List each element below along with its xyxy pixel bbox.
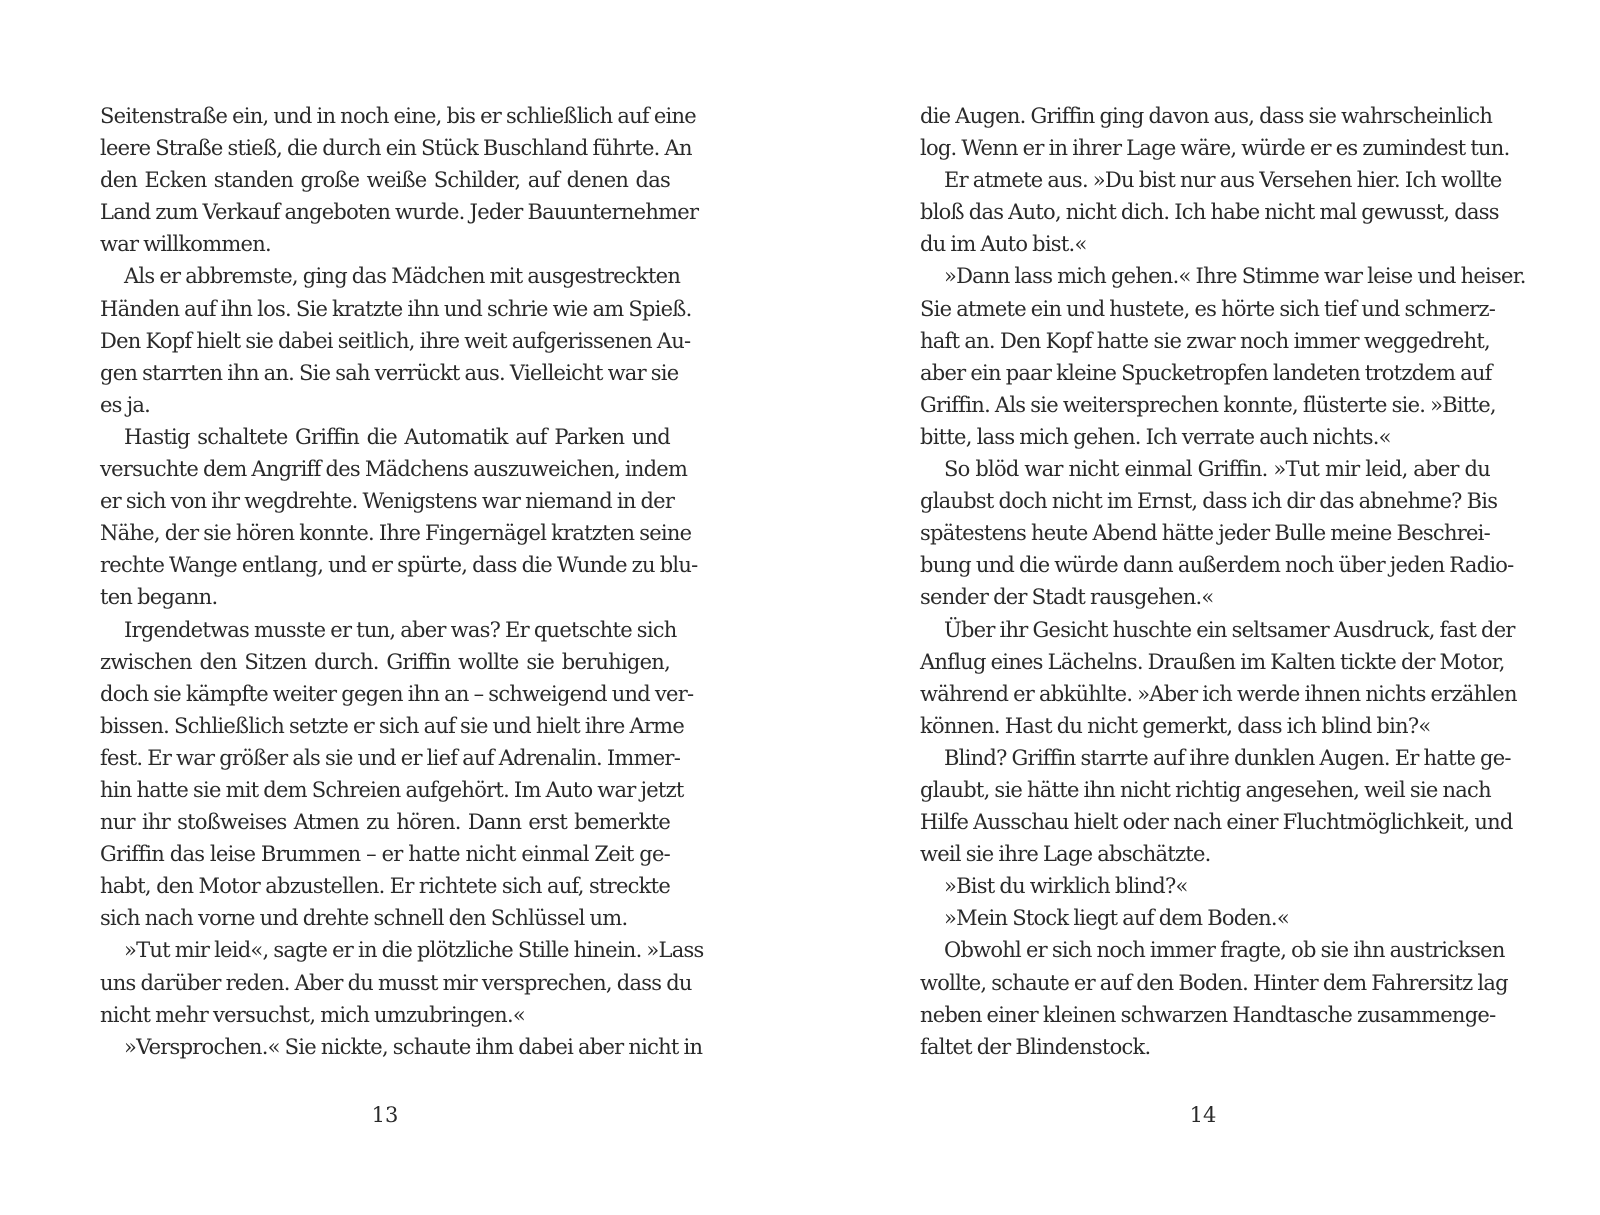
- text-line: Seitenstraße ein, und in noch eine, bis er schließlich auf eine: [100, 104, 696, 128]
- text-line: leere Straße stieß, die durch ein Stück Buschland führte. An: [100, 136, 692, 161]
- text-line: du im Auto bist.«: [920, 232, 1087, 257]
- text-line: Griffin. Als sie weitersprechen konnte, flüsterte sie. »Bitte,: [920, 392, 1496, 417]
- text-line: Über ihr Gesicht huschte ein seltsamer Ausdruck, fast der: [944, 617, 1515, 642]
- text-line: zwischen den Sitzen durch. Griffin wollte sie beruhigen,: [100, 649, 670, 674]
- text-line: hin hatte sie mit dem Schreien aufgehört. Im Auto war jetzt: [100, 777, 684, 802]
- text-line: Er atmete aus. »Du bist nur aus Versehen hier. Ich wollte: [944, 168, 1502, 193]
- text-line: aber ein paar kleine Spucketropfen landeten trotzdem auf: [920, 360, 1492, 385]
- text-line: ten begann.: [100, 585, 218, 610]
- text-line: nicht mehr versuchst, mich umzubringen.«: [100, 1002, 525, 1027]
- text-line: haft an. Den Kopf hatte sie zwar noch immer weggedreht,: [920, 328, 1490, 353]
- left-page-text: [100, 100, 704, 1063]
- text-line: es ja.: [100, 392, 151, 417]
- text-line: Griffin das leise Brummen – er hatte nicht einmal Zeit ge-: [100, 842, 670, 867]
- text-line: können. Hast du nicht gemerkt, dass ich blind bin?«: [920, 713, 1431, 738]
- text-line: So blöd war nicht einmal Griffin. »Tut mir leid, aber du: [944, 457, 1490, 482]
- text-line: doch sie kämpfte weiter gegen ihn an – schweigend und ver-: [100, 681, 694, 706]
- text-line: bung und die würde dann außerdem noch über jeden Radio-: [920, 553, 1514, 578]
- text-line: Obwohl er sich noch immer fragte, ob sie ihn austricksen: [944, 938, 1505, 963]
- text-line: Als er abbremste, ging das Mädchen mit ausgestreckten: [124, 264, 681, 289]
- text-line: Land zum Verkauf angeboten wurde. Jeder Bauunternehmer: [100, 200, 699, 225]
- text-line: sender der Stadt rausgehen.«: [920, 585, 1214, 610]
- text-line: bitte, lass mich gehen. Ich verrate auch nichts.«: [920, 424, 1391, 449]
- text-line: die Augen. Griffin ging davon aus, dass sie wahrscheinlich: [920, 104, 1493, 128]
- text-line: fest. Er war größer als sie und er lief auf Adrenalin. Immer-: [100, 745, 681, 770]
- text-line: sich nach vorne und drehte schnell den Schlüssel um.: [100, 906, 628, 931]
- text-line: Irgendetwas musste er tun, aber was? Er quetschte sich: [124, 617, 677, 642]
- right-page-text: [920, 100, 1526, 1063]
- text-line: Händen auf ihn los. Sie kratzte ihn und schrie wie am Spieß.: [100, 296, 692, 321]
- text-line: spätestens heute Abend hätte jeder Bulle meine Beschrei-: [920, 521, 1490, 546]
- text-line: log. Wenn er in ihrer Lage wäre, würde er es zumindest tun.: [920, 136, 1510, 161]
- text-line: »Bist du wirklich blind?«: [944, 874, 1188, 899]
- text-line: Nähe, der sie hören konnte. Ihre Fingernägel kratzten seine: [100, 521, 692, 546]
- text-line: Anflug eines Lächelns. Draußen im Kalten tickte der Motor,: [920, 649, 1505, 674]
- text-line: Hastig schaltete Griffin die Automatik auf Parken und: [124, 424, 670, 449]
- text-line: rechte Wange entlang, und er spürte, dass die Wunde zu blu-: [100, 553, 698, 578]
- text-line: uns darüber reden. Aber du musst mir versprechen, dass du: [100, 970, 692, 995]
- text-line: »Tut mir leid«, sagte er in die plötzliche Stille hinein. »Lass: [124, 938, 704, 963]
- page-number-left: 13: [371, 1103, 399, 1127]
- text-line: Sie atmete ein und hustete, es hörte sich tief und schmerz-: [920, 296, 1496, 321]
- text-line: war willkommen.: [100, 232, 271, 257]
- text-line: habt, den Motor abzustellen. Er richtete sich auf, streckte: [100, 874, 670, 899]
- text-line: bissen. Schließlich setzte er sich auf sie und hielt ihre Arme: [100, 713, 684, 738]
- text-line: den Ecken standen große weiße Schilder, auf denen das: [100, 168, 670, 193]
- text-line: versuchte dem Angriff des Mädchens auszuweichen, indem: [100, 457, 688, 482]
- text-line: nur ihr stoßweises Atmen zu hören. Dann erst bemerkte: [100, 810, 670, 835]
- text-line: »Dann lass mich gehen.« Ihre Stimme war leise und heiser.: [944, 264, 1526, 289]
- text-line: »Mein Stock liegt auf dem Boden.«: [944, 906, 1289, 931]
- text-line: Blind? Griffin starrte auf ihre dunklen Augen. Er hatte ge-: [944, 745, 1511, 770]
- text-line: Hilfe Ausschau hielt oder nach einer Fluchtmöglichkeit, und: [920, 810, 1513, 835]
- text-line: er sich von ihr wegdrehte. Wenigstens war niemand in der: [100, 489, 675, 514]
- text-line: glaubt, sie hätte ihn nicht richtig angesehen, weil sie nach: [920, 777, 1491, 802]
- text-line: während er abkühlte. »Aber ich werde ihnen nichts erzählen: [920, 681, 1517, 706]
- text-line: gen starrten ihn an. Sie sah verrückt aus. Vielleicht war sie: [100, 360, 679, 385]
- text-line: bloß das Auto, nicht dich. Ich habe nicht mal gewusst, dass: [920, 200, 1499, 225]
- text-line: »Versprochen.« Sie nickte, schaute ihm dabei aber nicht in: [124, 1034, 703, 1059]
- text-line: glaubst doch nicht im Ernst, dass ich dir das abnehme? Bis: [920, 489, 1498, 514]
- page-number-right: 14: [1189, 1103, 1217, 1127]
- text-line: Den Kopf hielt sie dabei seitlich, ihre weit aufgerissenen Au-: [100, 328, 691, 353]
- text-line: faltet der Blindenstock.: [920, 1034, 1151, 1059]
- text-line: wollte, schaute er auf den Boden. Hinter dem Fahrersitz lag: [920, 970, 1508, 995]
- text-line: weil sie ihre Lage abschätzte.: [920, 842, 1211, 867]
- text-line: neben einer kleinen schwarzen Handtasche zusammenge-: [920, 1002, 1496, 1027]
